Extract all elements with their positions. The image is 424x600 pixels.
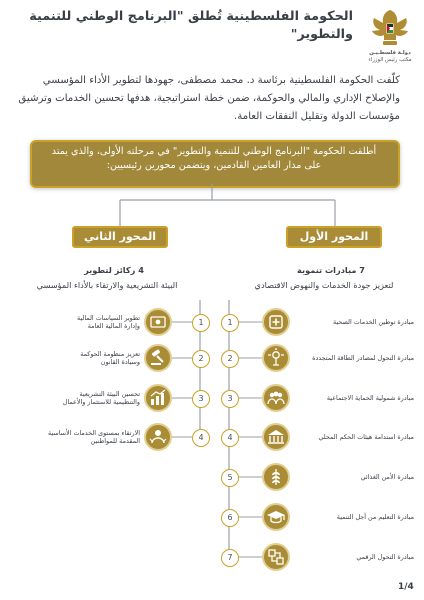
label-line-1: الارتقاء بمستوى الخدمات الأساسية bbox=[48, 429, 140, 437]
axis-one-count: 7 مبادرات تنموية bbox=[297, 265, 365, 275]
axis-two-count: 4 ركائز لتطوير bbox=[84, 265, 144, 275]
item-number: 5 bbox=[221, 469, 239, 487]
item-number: 2 bbox=[192, 350, 210, 368]
label-line-1: تحسين البيئة التشريعية bbox=[79, 390, 140, 398]
axis-one-item-6-label: مبادرة التعليم من أجل التنمية bbox=[336, 513, 414, 521]
public-finance-icon bbox=[144, 308, 172, 336]
banner-text: أطلقت الحكومة "البرنامج الوطني للتنمية والتطوير" في مرحلته الأولى، والذي يمتد على مدار العامين القادمين، ويتضمن محورين رئيسيين: bbox=[51, 146, 377, 171]
item-number: 4 bbox=[192, 429, 210, 447]
label-line-2: المقدمة للمواطنين bbox=[90, 437, 140, 445]
item-number: 2 bbox=[221, 350, 239, 368]
axis-two-item-3-badge bbox=[192, 390, 210, 408]
item-number: 4 bbox=[221, 429, 239, 447]
governance-gavel-icon bbox=[144, 344, 172, 372]
page-number: 1/4 bbox=[398, 582, 414, 592]
axis-two-item-2-badge bbox=[192, 350, 210, 368]
page-title: الحكومة الفلسطينية تُطلق "البرنامج الوطني للتنمية والتطوير" bbox=[29, 9, 353, 42]
axis-two-item-1-badge bbox=[192, 314, 210, 332]
digital-transformation-icon bbox=[262, 543, 290, 571]
intro-paragraph: كلّفت الحكومة الفلسطينية برئاسة د. محمد مصطفى، جهودها لتطوير الأداء المؤسسي والإصلاح الإداري والمالي والحوكمة، ضمن خطة استراتيجية، هدفها تحسين الخدمات وترشيق مؤسسات الدولة وتقليل النفقات العامة. bbox=[18, 75, 400, 122]
axis-one-item-7-badge bbox=[221, 549, 239, 567]
local-government-icon bbox=[262, 423, 290, 451]
axis-one-item-4-label: مبادرة استدامة هيئات الحكم المحلي bbox=[318, 433, 414, 441]
axis-two-heading: المحور الثاني bbox=[72, 226, 168, 248]
citizen-services-icon bbox=[144, 423, 172, 451]
axis-one-item-5-label: مبادرة الأمن الغذائي bbox=[360, 473, 414, 481]
axis-two-item-4-badge bbox=[192, 429, 210, 447]
item-number: 3 bbox=[192, 390, 210, 408]
axis-two-item-3-label bbox=[50, 390, 140, 406]
education-icon bbox=[262, 503, 290, 531]
logo-caption-line-2: مكتب رئيس الوزراء bbox=[368, 57, 412, 63]
label-line-1: تطوير السياسات المالية bbox=[77, 314, 140, 322]
axis-one-heading: المحور الأول bbox=[286, 226, 382, 248]
axis-one-item-7-label: مبادرة التحول الرقمي bbox=[356, 553, 414, 561]
item-number: 6 bbox=[221, 509, 239, 527]
axis-one-item-2-badge bbox=[221, 350, 239, 368]
food-security-icon bbox=[262, 463, 290, 491]
axis-one-subtitle: لتعزيز جودة الخدمات والنهوض الاقتصادي bbox=[254, 280, 394, 290]
axis-one-item-5-badge bbox=[221, 469, 239, 487]
axis-one-item-4-badge bbox=[221, 429, 239, 447]
label-line-1: تعزيز منظومة الحوكمة bbox=[80, 350, 140, 358]
axis-one-item-1-label: مبادرة توطين الخدمات الصحية bbox=[333, 318, 414, 326]
axis-one-item-3-badge bbox=[221, 390, 239, 408]
axis-two-item-1-label bbox=[60, 314, 140, 330]
axis-two-item-4-label bbox=[26, 429, 140, 445]
label-line-2: والتنظيمية للاستثمار والأعمال bbox=[62, 398, 140, 406]
renewable-energy-icon bbox=[262, 344, 290, 372]
investment-growth-icon bbox=[144, 384, 172, 412]
item-number: 3 bbox=[221, 390, 239, 408]
logo-caption-line-1: دولـة فلسطـيـن bbox=[369, 50, 411, 56]
social-protection-icon bbox=[262, 384, 290, 412]
axis-two-item-2-label bbox=[60, 350, 140, 366]
axis-one-item-3-label: مبادرة شمولية الحماية الاجتماعية bbox=[326, 394, 414, 402]
axis-one-item-1-badge bbox=[221, 314, 239, 332]
item-number: 1 bbox=[221, 314, 239, 332]
item-number: 7 bbox=[221, 549, 239, 567]
label-line-2: وإدارة المالية العامة bbox=[87, 322, 140, 330]
axis-one-item-6-badge bbox=[221, 509, 239, 527]
axis-one-item-2-label: مبادرة التحول لمصادر الطاقة المتجددة bbox=[312, 354, 414, 362]
health-services-icon bbox=[262, 308, 290, 336]
axis-two-subtitle: البيئة التشريعية والارتقاء بالأداء المؤسسي bbox=[36, 280, 178, 290]
label-line-2: وسيادة القانون bbox=[100, 358, 140, 366]
item-number: 1 bbox=[192, 314, 210, 332]
